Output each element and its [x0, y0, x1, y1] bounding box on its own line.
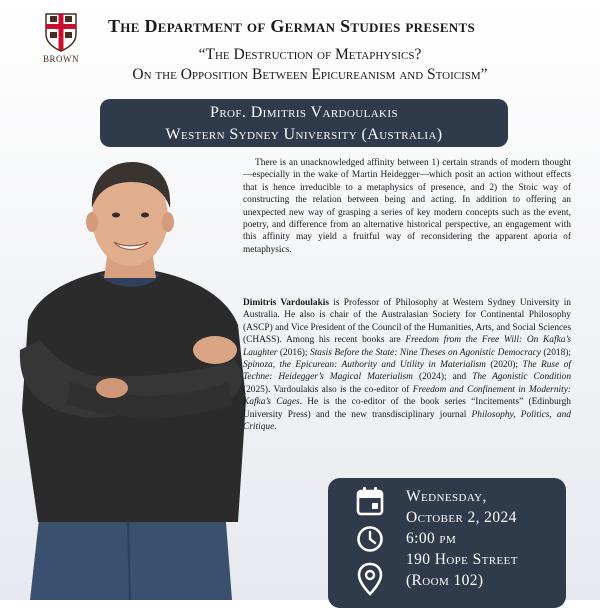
event-date: October 2, 2024 — [406, 509, 517, 526]
event-street: 190 Hope Street — [406, 551, 518, 568]
event-time: 6:00 pm — [406, 530, 457, 547]
bio-paragraph — [243, 297, 571, 433]
book-title: Freedom from the Free Will: On Kafka’s Laughter — [243, 335, 571, 358]
bio-text: (2025). Vardoulakis also is the co-editor of — [243, 384, 413, 395]
book-title: The Ruse of Techne: Heidegger’s Magical Materialism — [243, 360, 571, 383]
event-text — [406, 486, 518, 591]
logo-text: BROWN — [43, 54, 79, 64]
event-icons — [356, 486, 386, 604]
talk-title-line-1: “The Destruction of Metaphysics? — [198, 46, 422, 63]
bio-text: . — [274, 422, 277, 433]
event-details-box — [328, 478, 566, 608]
journal-title: Philosophy, Politics, and Critique — [243, 409, 571, 433]
event-day: Wednesday, — [406, 488, 487, 505]
abstract-paragraph: There is an unacknowledged affinity between 1) certain strands of modern thought —especially in the wake of Martin Heidegger—which posit an action without effects that is hence irreducible to a metaphysics of presence, and 2) the Stoic way of constructing the relation between being and acting. In addition to offering an unexpected new way of grasping a series of key modern concepts such as the event, poetry, and difference from an alternative historical perspective, an engagement with this affinity may yield a fruitful way of reconsidering the apparent aporia of metaphysics. — [243, 158, 571, 255]
book-title: The Agonistic Condition — [472, 372, 572, 383]
location-pin-icon — [356, 562, 384, 596]
bio-text: (2018); — [540, 347, 571, 358]
event-room: (Room 102) — [406, 572, 484, 589]
calendar-icon — [356, 486, 384, 516]
bio-text: (2024); and — [412, 372, 473, 383]
bio-text: . He is the co-editor of the book series “Incitements” (Edinburgh University Press) and the new transdisciplinary journal — [243, 397, 571, 420]
bio-text: (2020); — [485, 360, 523, 371]
talk-title — [30, 45, 590, 85]
speaker-box — [100, 99, 508, 147]
book-title: Freedom and Confinement in Modernity: Kafka’s Cages — [243, 384, 571, 408]
bio-name: Dimitris Vardoulakis — [243, 298, 330, 308]
clock-icon — [356, 524, 384, 554]
speaker-affiliation: Western Sydney University (Australia) — [165, 126, 443, 143]
speaker-name: Prof. Dimitris Vardoulakis — [210, 104, 398, 121]
presenter-heading: The Department of German Studies presents — [108, 16, 475, 36]
bio-text: (2016); — [277, 347, 310, 358]
book-title: Spinoza, the Epicurean: Authority and Utility in Materialism — [243, 360, 486, 371]
talk-title-line-2: On the Opposition Between Epicureanism and Stoicism” — [132, 66, 488, 83]
book-title: Stasis Before the State: Nine Theses on Agonistic Democracy — [310, 347, 541, 358]
bio-text: is Professor of Philosophy at Western Sydney University in Australia. He also is chair of the Australasian Society for Continental Philosophy (ASCP) and Vice President of the Council of the Humanities, Arts, and Social Sciences (CHASS). Among his recent books are — [243, 298, 571, 346]
speaker-photo — [0, 150, 260, 600]
